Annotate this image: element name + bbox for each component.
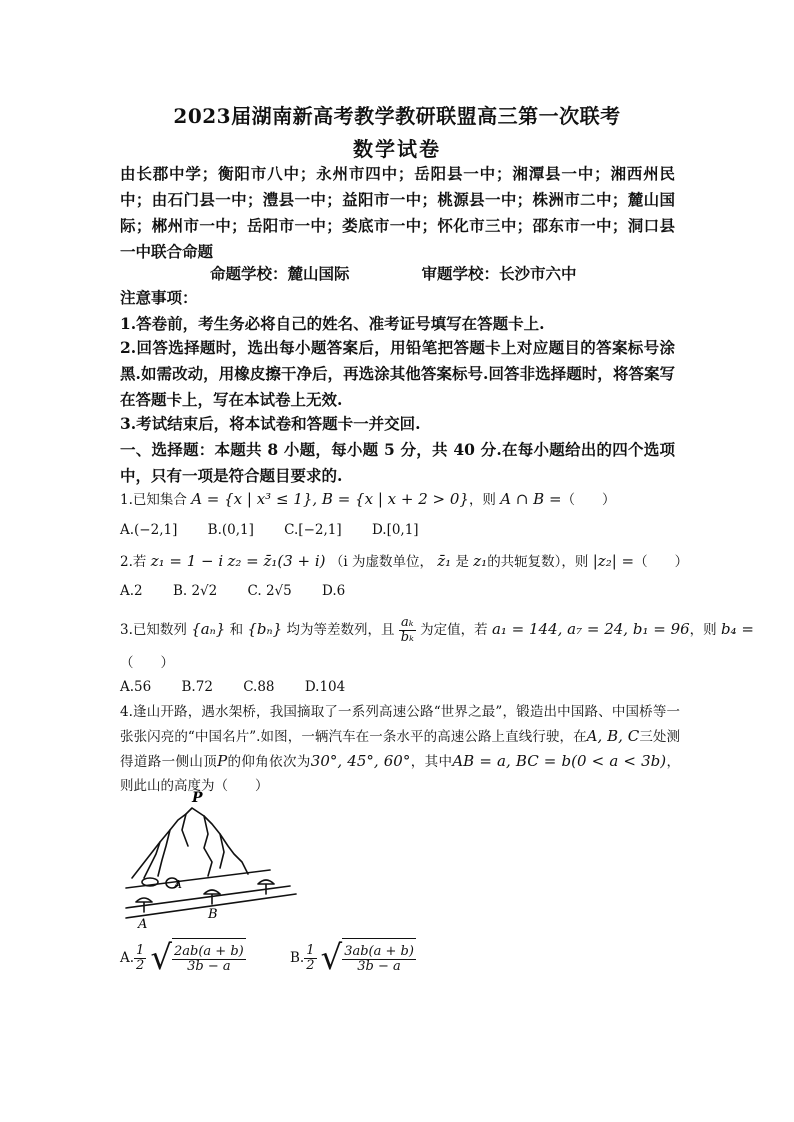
question-2-stem: 2.若 z₁ = 1 − i z₂ = z̄₁(3 + i) （i 为虚数单位， z̄₁ 是 z₁的共轭复数），则 |z₂| =（ ）	[120, 552, 689, 570]
label-a-small: A	[174, 878, 182, 891]
option: D.6	[322, 583, 346, 599]
option: B. 2√2	[172, 583, 218, 599]
option-b: B. $\frac{1}{2}$ √ $\frac{3ab(a + b)}{3b - a}$	[290, 938, 414, 978]
option: B.(0,1]	[207, 522, 254, 538]
option-a: A. $\frac{1}{2}$ √ $\frac{2ab(a + b)}{3b - a}$	[120, 938, 244, 978]
question-3-blank: （ ）	[120, 655, 174, 671]
label-a: A	[138, 917, 148, 930]
mountain-road-figure	[120, 790, 300, 930]
question-4-stem: 4.逢山开路，遇水架桥，我国摘取了一系列高速公路“世界之最”，锻造出中国路、中国桥等一张张闪亮的“中国名片”.如图，一辆汽车在一条水平的高速公路上直线行驶，在A, B, C三处测得道路一侧山顶P的仰角依次为30°, 45°, 60°，其中AB = a, BC = b(0 < a < 3b)，则此山的高度为（ ）	[120, 704, 681, 794]
note-item-3: 3.考试结束后，将本试卷和答题卡一并交回.	[120, 414, 421, 433]
schools-paragraph: 由长郡中学；衡阳市八中；永州市四中；岳阳县一中；湘潭县一中；湘西州民中；由石门县一中；澧县一中；益阳市一中；桃源县一中；株洲市二中；麓山国际；郴州市一中；岳阳市一中；娄底市一中；怀化市三中；邵东市一中；洞口县一中联合命题	[120, 164, 675, 261]
option: A.2	[120, 583, 143, 599]
setters-line	[210, 262, 577, 284]
notes-title: 注意事项：	[120, 288, 198, 307]
note-item-2: 2.回答选择题时，选出每小题答案后，用铅笔把答题卡上对应题目的答案标号涂黑.如需改动，用橡皮擦干净后，再选涂其他答案标号.回答非选择题时，将答案写在答题卡上，写在本试卷上无效.	[120, 338, 675, 409]
option: A.56	[120, 679, 152, 695]
exam-title: 2023届湖南新高考教学教研联盟高三第一次联考	[173, 104, 621, 128]
exam-subtitle: 数学试卷	[353, 137, 441, 161]
option: C.[−2,1]	[284, 522, 342, 538]
review-school: 审题学校：长沙市六中	[421, 264, 577, 283]
option: B.72	[181, 679, 213, 695]
question-1-options	[120, 519, 445, 541]
q1-sets: A = {x | x³ ≤ 1}, B = {x | x + 2 > 0}	[191, 490, 469, 508]
note-item-1: 1.答卷前，考生务必将自己的姓名、准考证号填写在答题卡上.	[120, 314, 545, 333]
label-p: P	[192, 790, 203, 806]
option: D.[0,1]	[371, 522, 419, 538]
sqrt-icon: √ $\frac{3ab(a + b)}{3b - a}$	[320, 938, 414, 978]
section-heading: 一、选择题：本题共 8 小题，每小题 5 分，共 40 分.在每小题给出的四个选项中，只有一项是符合题目要求的.	[120, 440, 675, 485]
option: D.104	[304, 679, 346, 695]
question-3-stem: 3.已知数列 {aₙ} 和 {bₙ} 均为等差数列，且 $\frac{\text{aₖ}}{\text{bₖ}}$ 为定值，若 a₁ = 144, a₇ = 24, b₁ = 96，则 b₄ =	[120, 615, 754, 645]
question-1-stem: 1.已知集合 A = {x | x³ ≤ 1}, B = {x | x + 2 > 0}，则 A ∩ B =（ ）	[120, 490, 616, 508]
option: C.88	[243, 679, 275, 695]
sqrt-icon: √ $\frac{2ab(a + b)}{3b - a}$	[150, 938, 244, 978]
question-2-options	[120, 580, 371, 602]
setting-school: 命题学校：麓山国际	[210, 264, 350, 283]
question-4-options	[120, 938, 456, 978]
option: C. 2√5	[247, 583, 292, 599]
question-3-options	[120, 676, 371, 698]
option: A.(−2,1]	[120, 522, 178, 538]
label-b: B	[208, 907, 218, 922]
q3-fraction: $\frac{\text{aₖ}}{\text{bₖ}}$	[400, 615, 414, 645]
q1-expr: A ∩ B =	[500, 490, 562, 508]
